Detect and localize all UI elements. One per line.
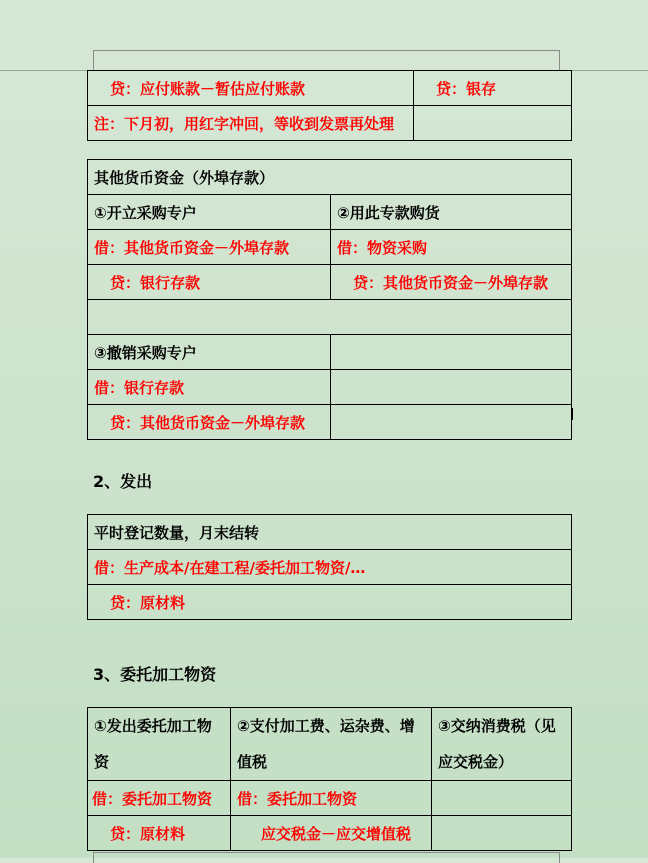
table-consigned-processing xyxy=(87,707,572,851)
cell: ③撤销采购专户 xyxy=(88,335,331,370)
cell: ②支付加工费、运杂费、增值税 xyxy=(231,708,432,781)
cell: 贷：其他货币资金－外埠存款 xyxy=(331,265,572,300)
section-heading: 2、发出 xyxy=(93,472,153,491)
cell xyxy=(331,335,572,370)
cell xyxy=(432,781,572,816)
table-issue xyxy=(87,514,572,620)
page-header-frame xyxy=(93,50,560,71)
cell: 借：生产成本/在建工程/委托加工物资/… xyxy=(88,550,572,585)
cell: ①发出委托加工物资 xyxy=(88,708,231,781)
cell xyxy=(331,370,572,405)
cell: 应交税金－应交增值税 xyxy=(231,816,432,851)
cell: 借：银行存款 xyxy=(88,370,331,405)
cell xyxy=(331,405,572,440)
cell: 贷：应付账款－暂估应付账款 xyxy=(88,71,414,106)
empty-row xyxy=(88,300,572,335)
table-other-monetary-funds xyxy=(87,159,572,440)
cell: 贷：银行存款 xyxy=(88,265,331,300)
text-cursor xyxy=(571,408,573,420)
table-purchase-estimate xyxy=(87,70,572,141)
cell: 贷：银存 xyxy=(414,71,572,106)
cell: 借：委托加工物资 xyxy=(231,781,432,816)
cell: ②用此专款购货 xyxy=(331,195,572,230)
cell: 借：委托加工物资 xyxy=(88,781,231,816)
cell: 借：其他货币资金－外埠存款 xyxy=(88,230,331,265)
cell: 贷：原材料 xyxy=(88,816,231,851)
cell: 贷：原材料 xyxy=(88,585,572,620)
cell: ③交纳消费税（见应交税金） xyxy=(432,708,572,781)
section-heading: 3、委托加工物资 xyxy=(93,665,217,684)
cell: ①开立采购专户 xyxy=(88,195,331,230)
table-title: 其他货币资金（外埠存款） xyxy=(88,160,572,195)
cell xyxy=(432,816,572,851)
cell: 贷：其他货币资金－外埠存款 xyxy=(88,405,331,440)
note-cell: 注：下月初，用红字冲回，等收到发票再处理 xyxy=(88,106,414,141)
cell: 平时登记数量，月末结转 xyxy=(88,515,572,550)
cell: 借：物资采购 xyxy=(331,230,572,265)
cell xyxy=(414,106,572,141)
